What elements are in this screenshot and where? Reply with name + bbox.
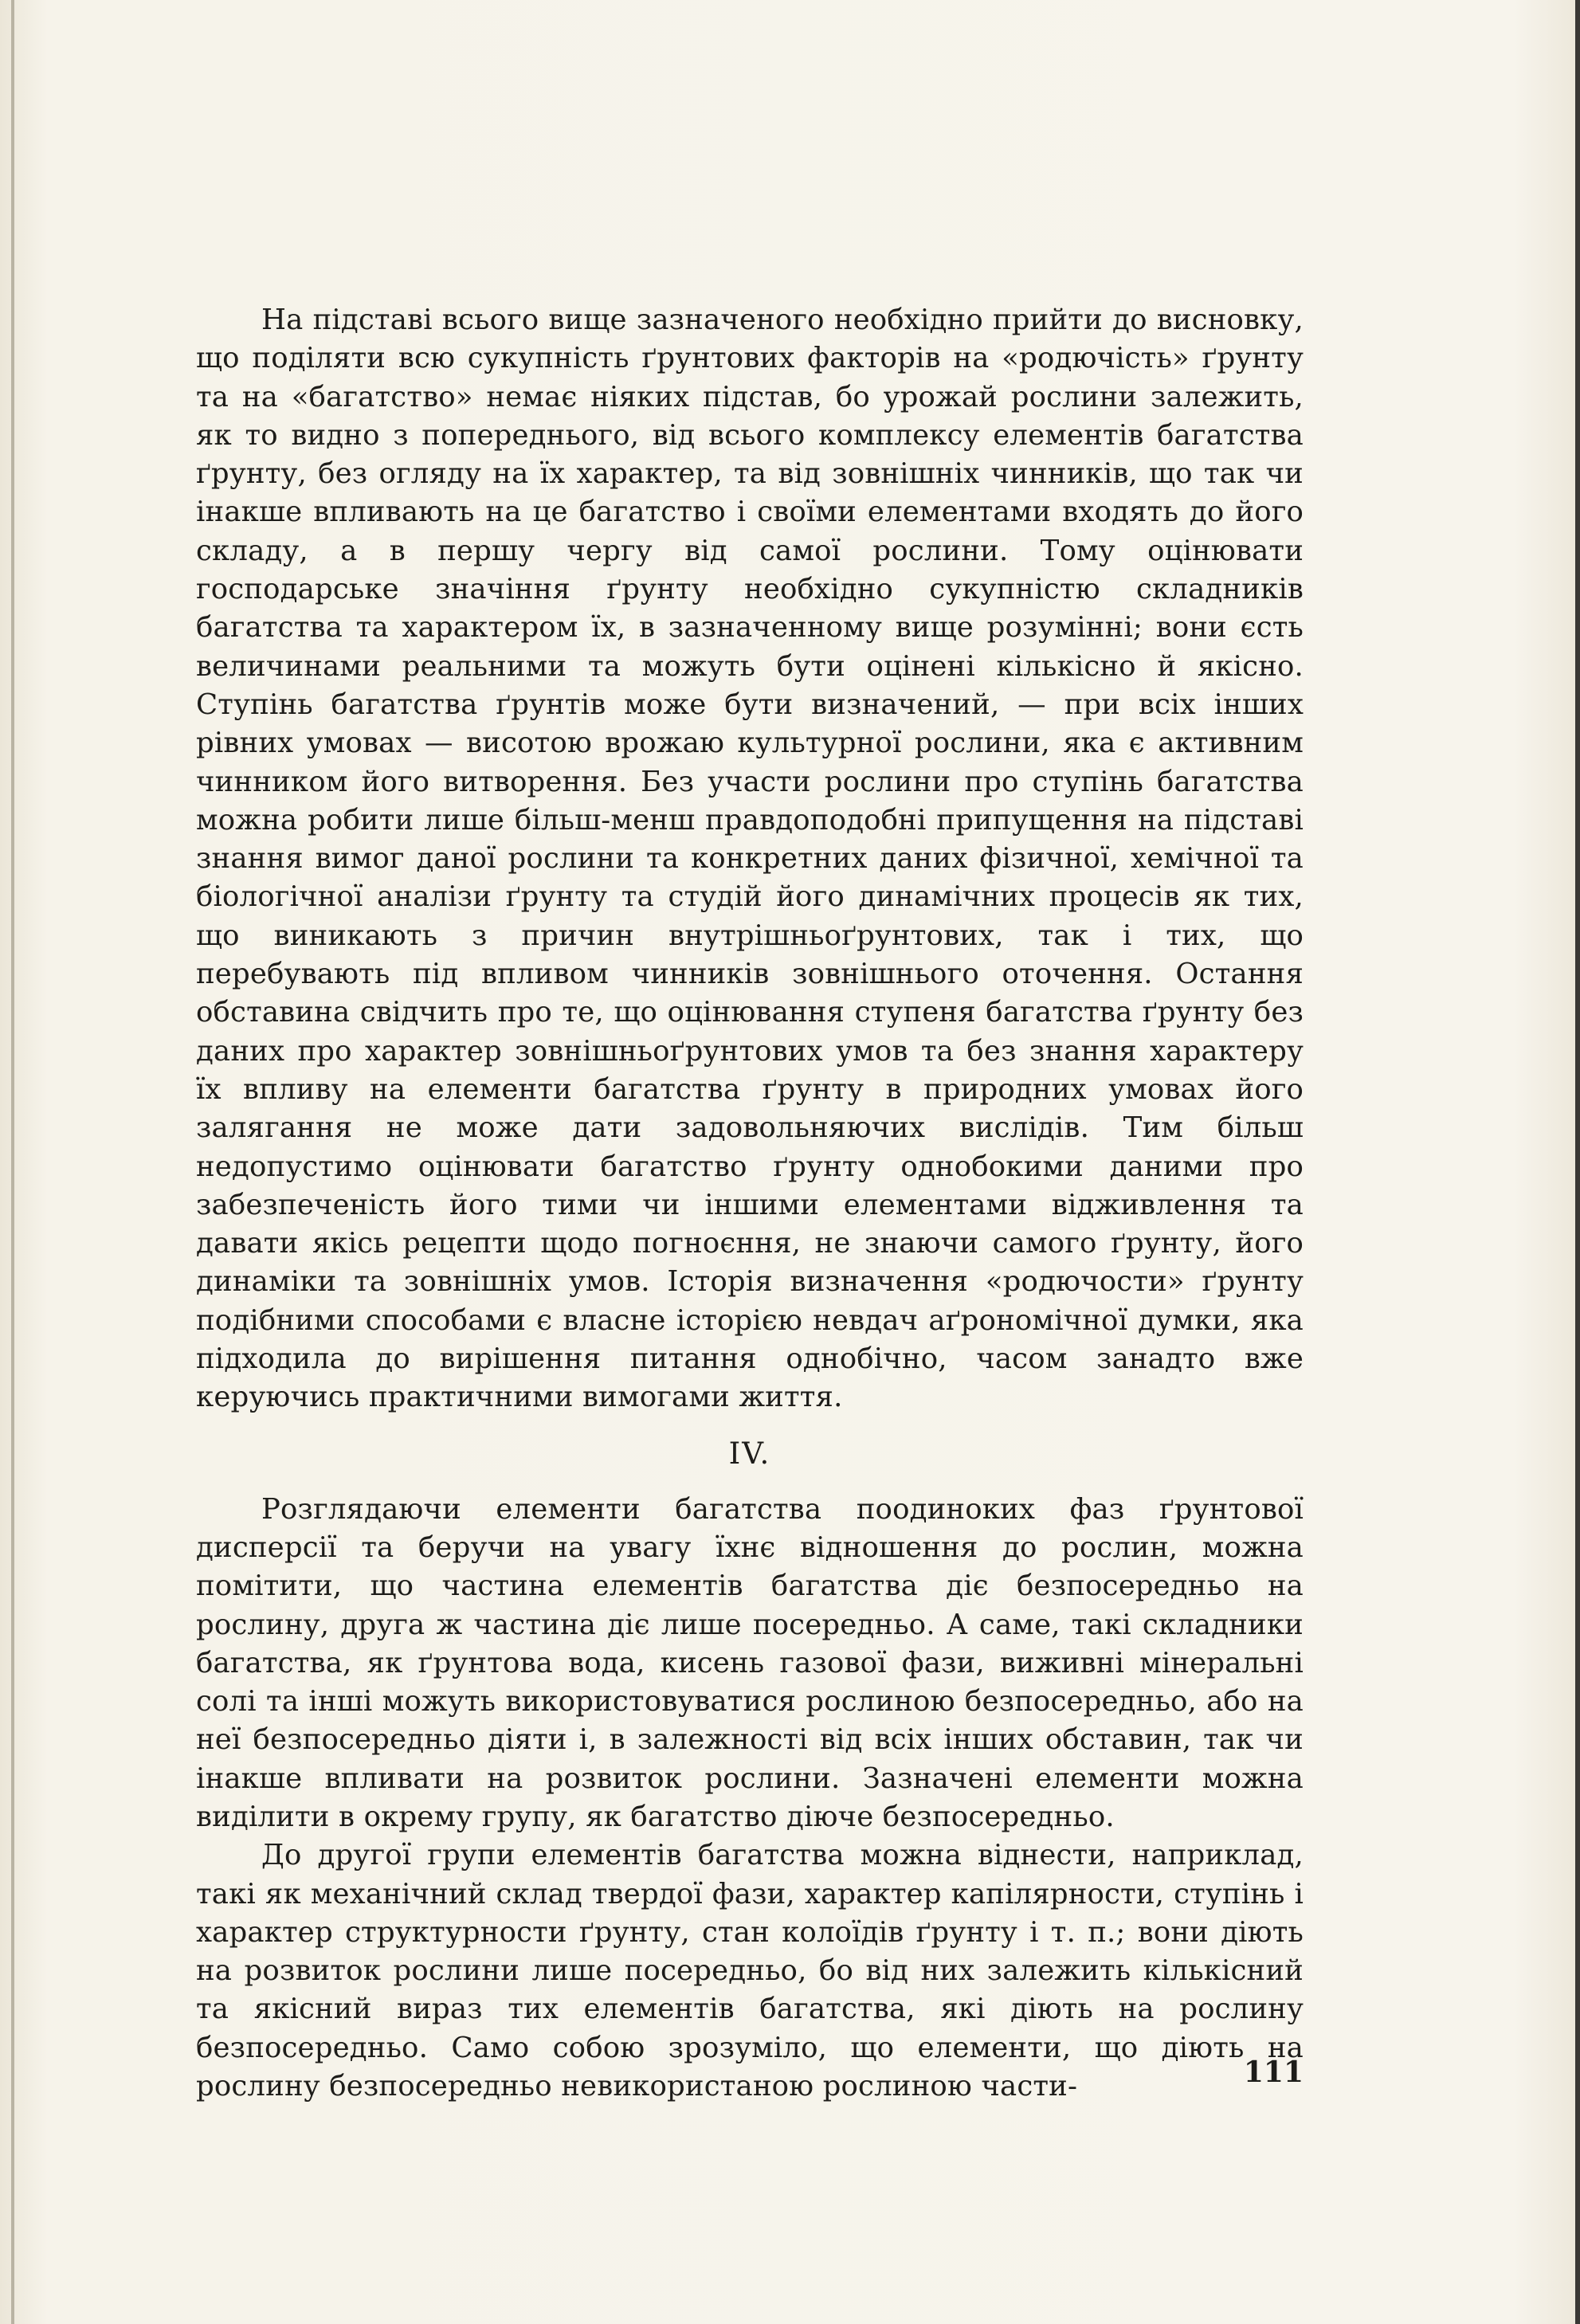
page-right-edge (1575, 0, 1580, 2324)
page-number: 111 (1243, 2056, 1304, 2089)
section-heading: IV. (728, 1436, 771, 1471)
paragraph-conclusion: На підставі всього вище зазначеного необхідно прийти до висновку, що поділяти всю сукупність ґрунтових факторів на «родючість» ґрунту та на «багатство» немає ніяких підстав, бо урожай рослини залежить, як то видно з попереднього, від всього комплексу елементів багатства ґрунту, без огляду на їх характер, та від зовнішніх чинників, що так чи інакше впливають на це багатство і своїми елементами входять до його складу, а в першу чергу від самої рослини. Тому оцінювати господарське значіння ґрунту необхідно сукупністю складників багатства та характером їх, в зазначенному вище розумінні; вони єсть величинами реальними та можуть бути оцінені кількісно й якісно. Ступінь багатства ґрунтів може бути визначений, — при всіх інших рівних умовах — висотою врожаю культурної рослини, яка є активним чинником його витворення. Без участи рослини про ступінь багатства можна робити лише більш-менш правдоподобні припущення на підставі знання вимог даної рослини та конкретних даних фізичної, хемічної та біологічної аналізи ґрунту та студій його динамічних процесів як тих, що виникають з причин внутрішньоґрунтових, так і тих, що перебувають під впливом чинників зовнішнього оточення. Остання обставина свідчить про те, що оцінювання ступеня багатства ґрунту без даних про характер зовнішньоґрунтових умов та без знання характеру їх впливу на елементи багатства ґрунту в природних умовах його залягання не може дати задовольняючих вислідів. Тим більш недопустимо оцінювати багатство ґрунту однобокими даними про забезпеченість його тими чи іншими елементами відживлення та давати якісь рецепти щодо погноєння, не знаючи самого ґрунту, його динаміки та зовнішніх умов. Історія визначення «родючости» ґрунту подібними способами є власне історією невдач аґрономічної думки, яка підходила до вирішення питання однобічно, часом занадто вже керуючись практичними вимогами життя. (196, 304, 1304, 1414)
paragraph-section-iv-1: Розглядаючи елементи багатства поодиноких фаз ґрунтової дисперсії та беручи на увагу їхнє відношення до рослин, можна помітити, що частина елементів багатства діє безпосередньо на рослину, друга ж частина діє лише посередньо. А саме, такі складники багатства, як ґрунтова вода, кисень газової фази, виживні мінеральні солі та інші можуть використовуватися рослиною безпосередньо, або на неї безпосередньо діяти і, в залежності від всіх інших обставин, так чи інакше впливати на розвиток рослини. Зазначені елементи можна виділити в окрему групу, як багатство діюче безпосередньо. (196, 1492, 1304, 1833)
page-binding-edge (11, 0, 14, 2324)
paragraph-section-iv-2: До другої групи елементів багатства можна віднести, наприклад, такі як механічний склад твердої фази, характер капілярности, ступінь і характер структурности ґрунту, стан колоїдів ґрунту і т. п.; вони діють на розвиток рослини лише посередньо, бо від них залежить кількісний та якісний вираз тих елементів багатства, які діють на рослину безпосередньо. Само собою зрозуміло, що елементи, що діють на рослину безпосередньо невикористаною рослиною части- (196, 1839, 1304, 2103)
page-text-block (196, 301, 1304, 2106)
